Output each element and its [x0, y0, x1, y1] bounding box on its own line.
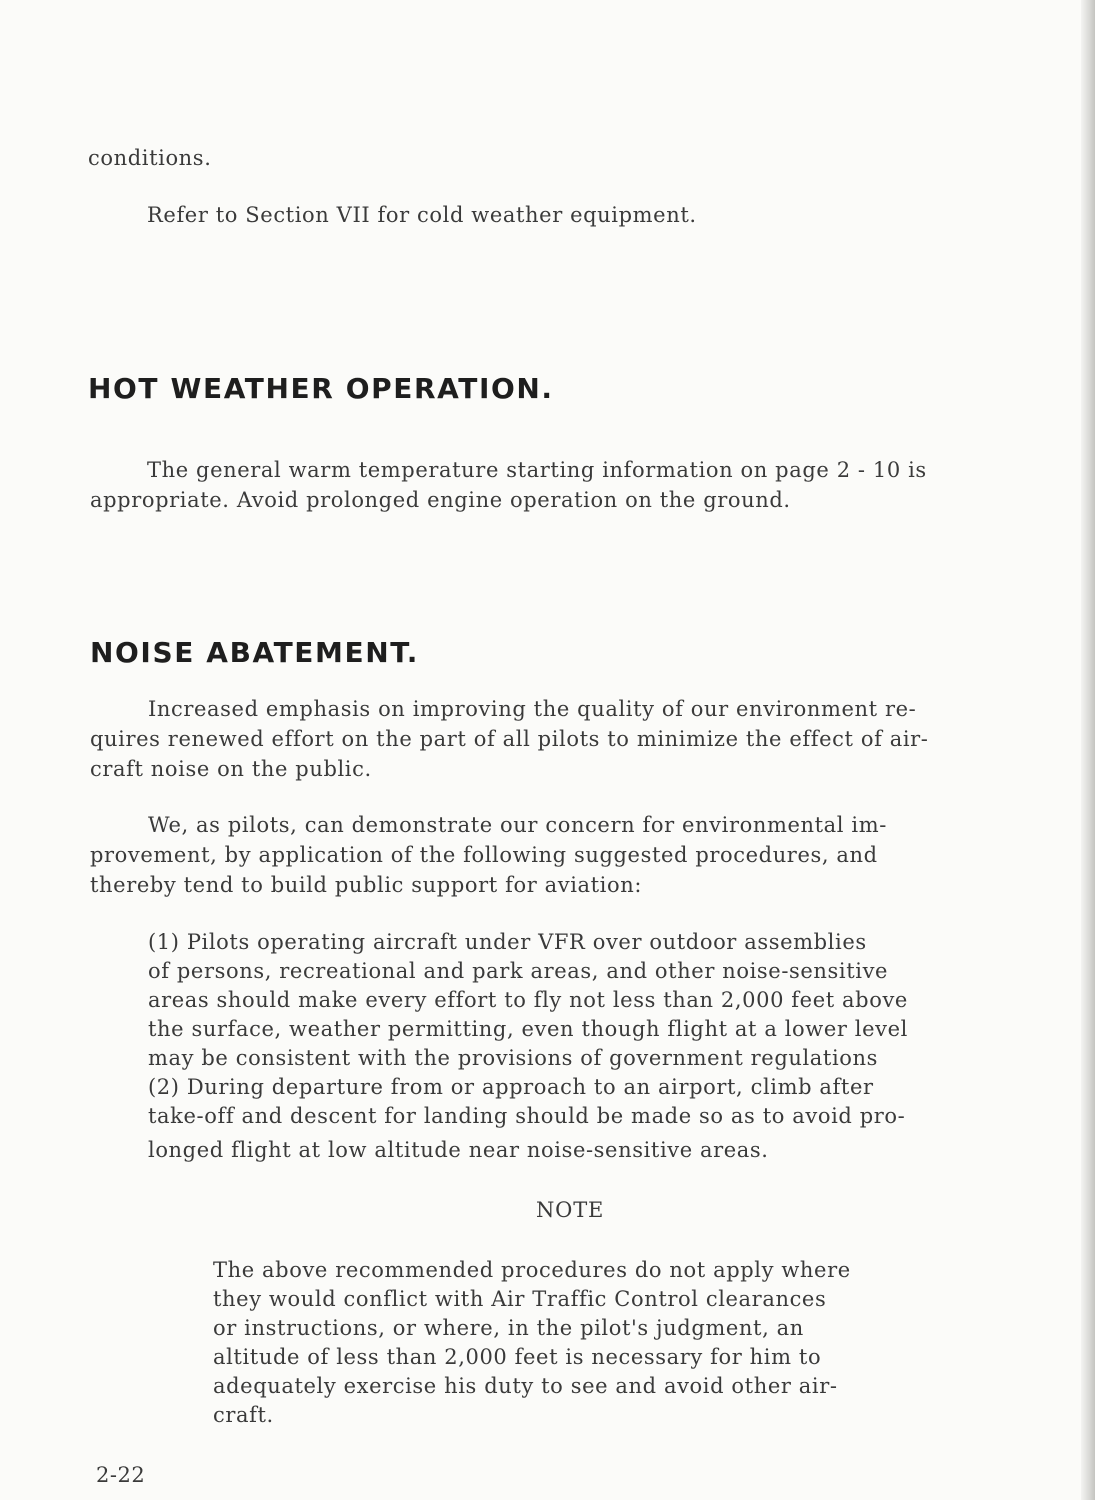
- noise-list-line: the surface, weather permitting, even though flight at a lower level: [148, 1017, 908, 1041]
- page-edge: [1081, 0, 1095, 1500]
- noise-para2-line: provement, by application of the following suggested procedures, and: [90, 843, 878, 867]
- note-line: altitude of less than 2,000 feet is necessary for him to: [213, 1345, 822, 1369]
- page-number: 2-22: [96, 1463, 146, 1487]
- note-title: NOTE: [536, 1198, 605, 1222]
- noise-para1-line: Increased emphasis on improving the quality of our environment re-: [148, 697, 917, 721]
- hot-weather-line: The general warm temperature starting information on page 2 - 10 is: [147, 458, 927, 482]
- noise-list-line: (1) Pilots operating aircraft under VFR over outdoor assemblies: [148, 930, 867, 954]
- note-line: The above recommended procedures do not apply where: [213, 1258, 851, 1282]
- noise-list-line: areas should make every effort to fly not less than 2,000 feet above: [148, 988, 908, 1012]
- noise-list-line: may be consistent with the provisions of government regulations: [148, 1046, 879, 1070]
- note-line: craft.: [213, 1403, 274, 1427]
- noise-list-line: longed flight at low altitude near noise-sensitive areas.: [148, 1138, 769, 1162]
- noise-abatement-heading: NOISE ABATEMENT.: [90, 636, 419, 669]
- continuation-text: conditions.: [88, 146, 212, 170]
- noise-list-line: of persons, recreational and park areas, and other noise-sensitive: [148, 959, 889, 983]
- hot-weather-line: appropriate. Avoid prolonged engine operation on the ground.: [90, 488, 791, 512]
- hot-weather-heading: HOT WEATHER OPERATION.: [88, 372, 554, 405]
- note-line: or instructions, or where, in the pilot's judgment, an: [213, 1316, 804, 1340]
- reference-text: Refer to Section VII for cold weather equipment.: [147, 203, 697, 227]
- note-line: they would conflict with Air Traffic Control clearances: [213, 1287, 827, 1311]
- noise-para1-line: craft noise on the public.: [90, 757, 372, 781]
- noise-para1-line: quires renewed effort on the part of all pilots to minimize the effect of air-: [90, 727, 929, 751]
- noise-para2-line: We, as pilots, can demonstrate our concern for environmental im-: [148, 813, 887, 837]
- noise-para2-line: thereby tend to build public support for aviation:: [90, 873, 643, 897]
- noise-list-line: take-off and descent for landing should be made so as to avoid pro-: [148, 1104, 906, 1128]
- noise-list-line: (2) During departure from or approach to an airport, climb after: [148, 1075, 874, 1099]
- note-line: adequately exercise his duty to see and avoid other air-: [213, 1374, 838, 1398]
